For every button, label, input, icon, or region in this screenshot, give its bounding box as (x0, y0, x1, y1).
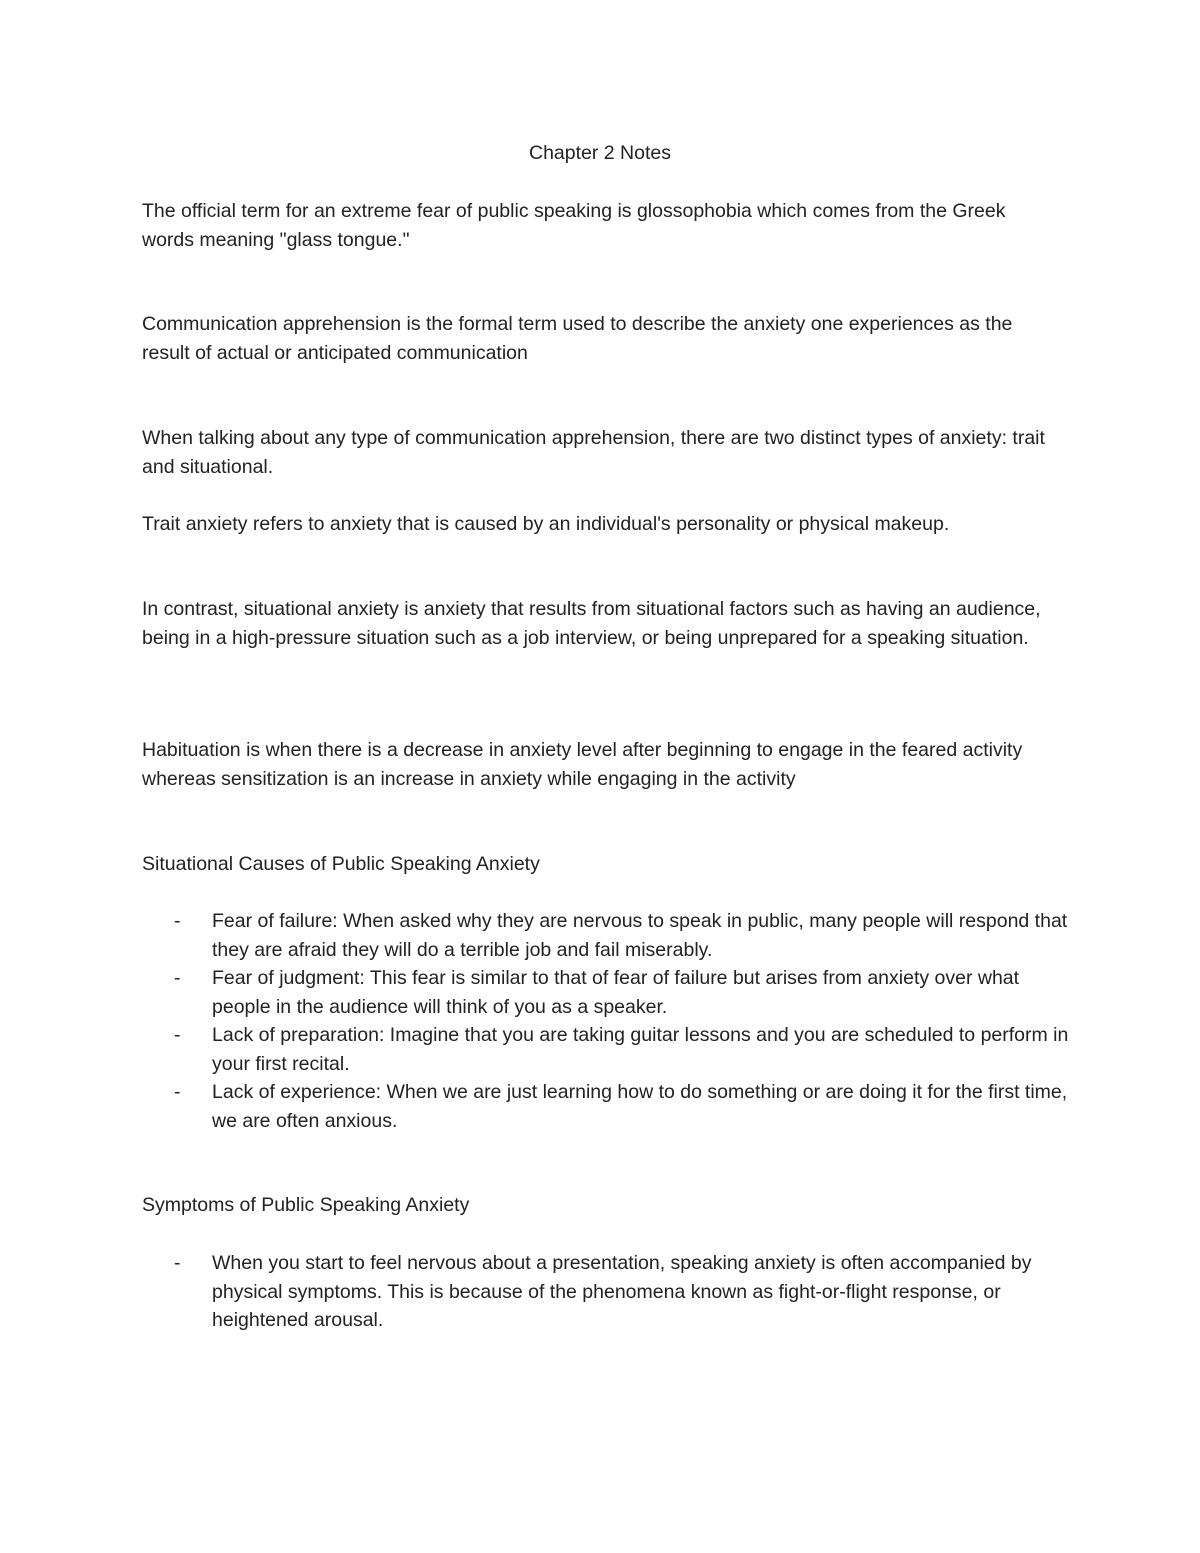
page-title: Chapter 2 Notes (529, 142, 671, 164)
bullet-dash: - (174, 1081, 181, 1103)
symptoms-list (142, 1249, 1072, 1335)
section-heading-causes: Situational Causes of Public Speaking Anxiety (142, 853, 540, 875)
section-heading-symptoms: Symptoms of Public Speaking Anxiety (142, 1194, 470, 1216)
list-item-text: Lack of experience: When we are just learning how to do something or are doing it for the first time, we are often anxious. (212, 1081, 1068, 1132)
list-item-text: Fear of judgment: This fear is similar to that of fear of failure but arises from anxiety over what people in the audience will think of you as a speaker. (212, 967, 1020, 1018)
list-item (142, 907, 1072, 964)
paragraph-communication-apprehension: Communication apprehension is the formal term used to describe the anxiety one experiences as the result of actual or anticipated communication (142, 313, 1013, 364)
causes-list (142, 907, 1072, 1135)
bullet-dash: - (174, 967, 181, 989)
list-item-text: Lack of preparation: Imagine that you are taking guitar lessons and you are scheduled to perform in your first recital. (212, 1024, 1069, 1075)
paragraph-types-of-anxiety: When talking about any type of communication apprehension, there are two distinct types of anxiety: trait and situational. (142, 427, 1045, 478)
bullet-dash: - (174, 910, 181, 932)
bullet-dash: - (174, 1024, 181, 1046)
list-item-text: Fear of failure: When asked why they are nervous to speak in public, many people will respond that they are afraid they will do a terrible job and fail miserably. (212, 910, 1068, 961)
paragraph-habituation: Habituation is when there is a decrease in anxiety level after beginning to engage in the feared activity whereas sensitization is an increase in anxiety while engaging in the activity (142, 739, 1023, 790)
list-item-text: When you start to feel nervous about a presentation, speaking anxiety is often accompanied by physical symptoms. This is because of the phenomena known as fight-or-flight response, or heightened arousal. (212, 1252, 1032, 1331)
paragraph-glossophobia: The official term for an extreme fear of public speaking is glossophobia which comes from the Greek words meaning "glass tongue." (142, 200, 1006, 251)
bullet-dash: - (174, 1252, 181, 1274)
list-item (142, 1078, 1072, 1135)
list-item (142, 964, 1072, 1021)
list-item (142, 1021, 1072, 1078)
paragraph-situational-anxiety: In contrast, situational anxiety is anxiety that results from situational factors such as having an audience, being in a high-pressure situation such as a job interview, or being unprepared for a speaking situation. (142, 598, 1041, 649)
paragraph-trait-anxiety: Trait anxiety refers to anxiety that is caused by an individual's personality or physical makeup. (142, 513, 950, 535)
list-item (142, 1249, 1072, 1335)
